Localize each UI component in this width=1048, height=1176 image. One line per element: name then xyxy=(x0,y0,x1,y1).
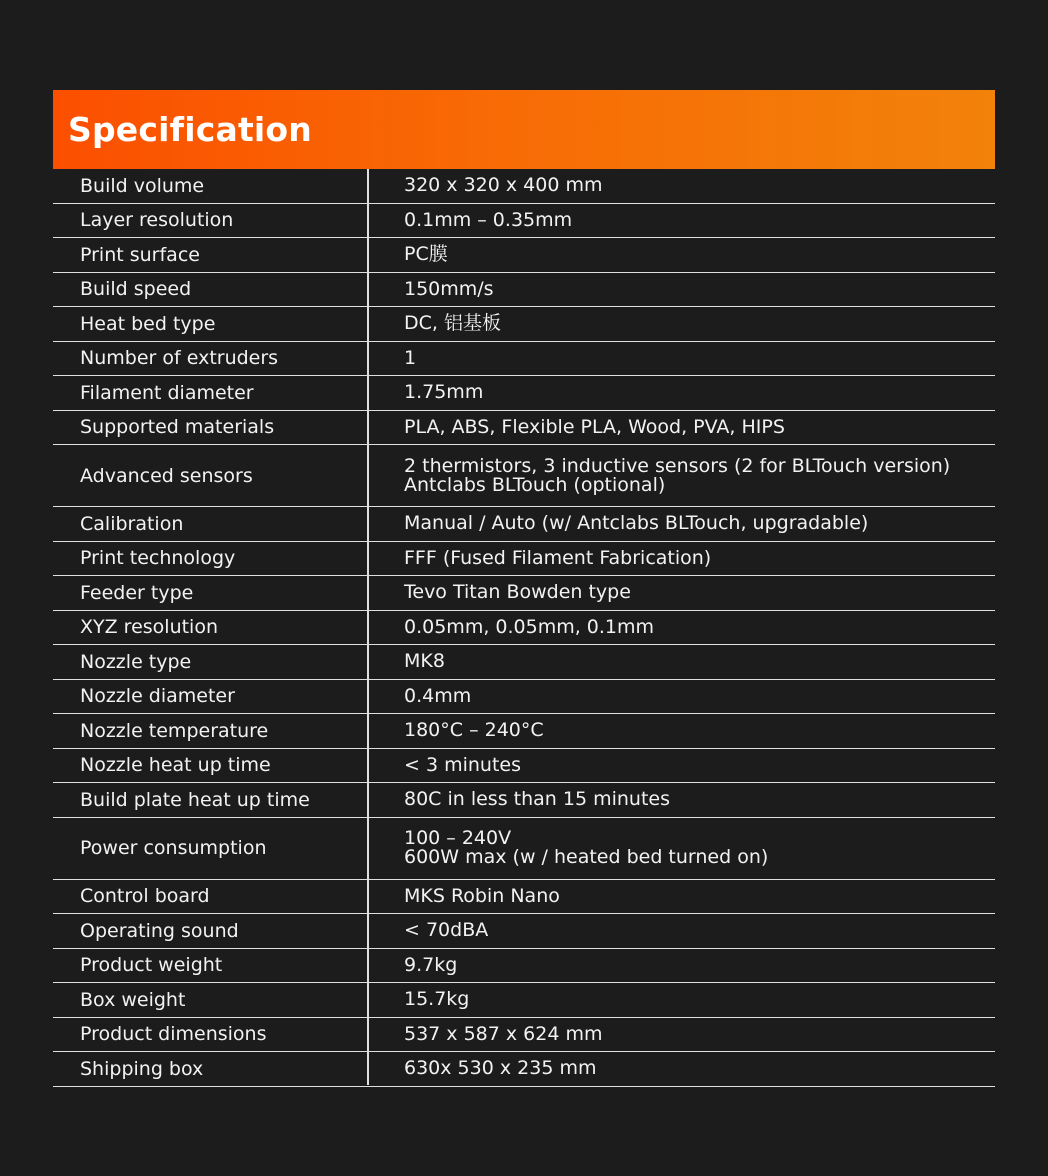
spec-label: Build plate heat up time xyxy=(80,788,310,811)
spec-table xyxy=(53,169,995,1085)
specification-header xyxy=(53,90,995,169)
spec-value-line: 9.7kg xyxy=(404,953,458,976)
spec-row xyxy=(53,542,995,577)
spec-value xyxy=(404,645,445,679)
spec-row xyxy=(53,376,995,411)
spec-value-line: DC, 铝基板 xyxy=(404,312,501,335)
spec-value-line: 630x 530 x 235 mm xyxy=(404,1057,597,1080)
spec-value-line: 1.75mm xyxy=(404,381,484,404)
spec-value-line: 0.1mm – 0.35mm xyxy=(404,208,573,231)
spec-value xyxy=(404,273,494,307)
spec-row xyxy=(53,307,995,342)
spec-value xyxy=(404,749,521,783)
spec-row xyxy=(53,576,995,611)
spec-label: Filament diameter xyxy=(80,381,254,404)
spec-label: Supported materials xyxy=(80,416,275,439)
spec-value-line: MKS Robin Nano xyxy=(404,884,560,907)
spec-label: Product weight xyxy=(80,954,223,977)
spec-row xyxy=(53,714,995,749)
spec-row xyxy=(53,914,995,949)
spec-value-line: 150mm/s xyxy=(404,277,494,300)
spec-value xyxy=(404,983,469,1017)
spec-label: Advanced sensors xyxy=(80,464,253,487)
spec-label: Build speed xyxy=(80,278,192,301)
spec-value xyxy=(404,542,711,576)
spec-value-line: 320 x 320 x 400 mm xyxy=(404,174,603,197)
spec-row xyxy=(53,749,995,784)
spec-value-line: MK8 xyxy=(404,650,445,673)
spec-value xyxy=(404,949,457,983)
spec-value-line: Tevo Titan Bowden type xyxy=(404,581,631,604)
spec-value xyxy=(404,680,471,714)
spec-label: Power consumption xyxy=(80,837,267,859)
spec-row xyxy=(53,949,995,984)
spec-row xyxy=(53,783,995,818)
spec-value-line: 1 xyxy=(404,346,417,369)
spec-value xyxy=(404,376,483,410)
spec-row xyxy=(53,1052,995,1087)
spec-value xyxy=(404,342,416,376)
spec-value xyxy=(404,445,950,506)
spec-value xyxy=(404,1018,603,1052)
spec-label: Build volume xyxy=(80,174,205,197)
spec-value xyxy=(404,1052,596,1086)
spec-value-line: 0.4mm xyxy=(404,684,472,707)
spec-value xyxy=(404,818,768,879)
spec-row xyxy=(53,238,995,273)
spec-row xyxy=(53,818,995,880)
spec-row xyxy=(53,1018,995,1053)
spec-value xyxy=(404,783,670,817)
spec-value-line: FFF (Fused Filament Fabrication) xyxy=(404,546,712,569)
spec-label: Nozzle heat up time xyxy=(80,754,271,777)
spec-value xyxy=(404,204,572,238)
spec-value-line: 100 – 240V xyxy=(404,827,512,849)
spec-row xyxy=(53,204,995,239)
spec-value-line: 0.05mm, 0.05mm, 0.1mm xyxy=(404,615,655,638)
spec-row xyxy=(53,342,995,377)
spec-value-line: Manual / Auto (w/ Antclabs BLTouch, upgradable) xyxy=(404,512,869,535)
spec-label: Box weight xyxy=(80,988,186,1011)
spec-value xyxy=(404,307,501,341)
spec-label: Print surface xyxy=(80,243,200,266)
spec-value xyxy=(404,576,631,610)
spec-row xyxy=(53,880,995,915)
spec-label: Nozzle type xyxy=(80,650,192,673)
spec-value-line: < 70dBA xyxy=(404,919,489,942)
column-divider xyxy=(367,169,369,1085)
spec-row xyxy=(53,611,995,646)
spec-value xyxy=(404,611,654,645)
spec-label: Nozzle temperature xyxy=(80,719,269,742)
spec-value-line: 2 thermistors, 3 inductive sensors (2 for BLTouch version) xyxy=(404,454,951,477)
spec-value-line: < 3 minutes xyxy=(404,753,521,776)
spec-row xyxy=(53,169,995,204)
spec-row xyxy=(53,645,995,680)
spec-label: Layer resolution xyxy=(80,209,234,232)
spec-label: Print technology xyxy=(80,547,236,570)
spec-value-line: 180°C – 240°C xyxy=(404,719,544,742)
spec-label: XYZ resolution xyxy=(80,616,219,639)
spec-label: Feeder type xyxy=(80,581,194,604)
spec-value xyxy=(404,169,603,203)
spec-value-line: 80C in less than 15 minutes xyxy=(404,788,670,811)
spec-value-line: 600W max (w / heated bed turned on) xyxy=(404,846,769,868)
spec-row xyxy=(53,411,995,446)
spec-label: Heat bed type xyxy=(80,312,216,335)
spec-label: Operating sound xyxy=(80,919,239,942)
spec-value xyxy=(404,238,448,272)
spec-row xyxy=(53,983,995,1018)
spec-value-line: PC膜 xyxy=(404,243,448,266)
page-title: Specification xyxy=(68,110,312,149)
spec-label: Control board xyxy=(80,885,210,908)
spec-value-line: 537 x 587 x 624 mm xyxy=(404,1022,603,1045)
spec-value xyxy=(404,880,560,914)
spec-row xyxy=(53,680,995,715)
spec-label: Shipping box xyxy=(80,1057,204,1080)
spec-label: Product dimensions xyxy=(80,1023,267,1046)
spec-row xyxy=(53,507,995,542)
spec-label: Number of extruders xyxy=(80,347,279,370)
spec-row xyxy=(53,273,995,308)
spec-value xyxy=(404,914,488,948)
spec-row xyxy=(53,445,995,507)
spec-value-line: 15.7kg xyxy=(404,988,470,1011)
spec-value xyxy=(404,714,544,748)
spec-value xyxy=(404,411,785,445)
spec-label: Nozzle diameter xyxy=(80,685,235,708)
spec-label: Calibration xyxy=(80,512,184,535)
spec-value xyxy=(404,507,868,541)
spec-value-line: PLA, ABS, Flexible PLA, Wood, PVA, HIPS xyxy=(404,415,785,438)
spec-value-line: Antclabs BLTouch (optional) xyxy=(404,473,666,496)
